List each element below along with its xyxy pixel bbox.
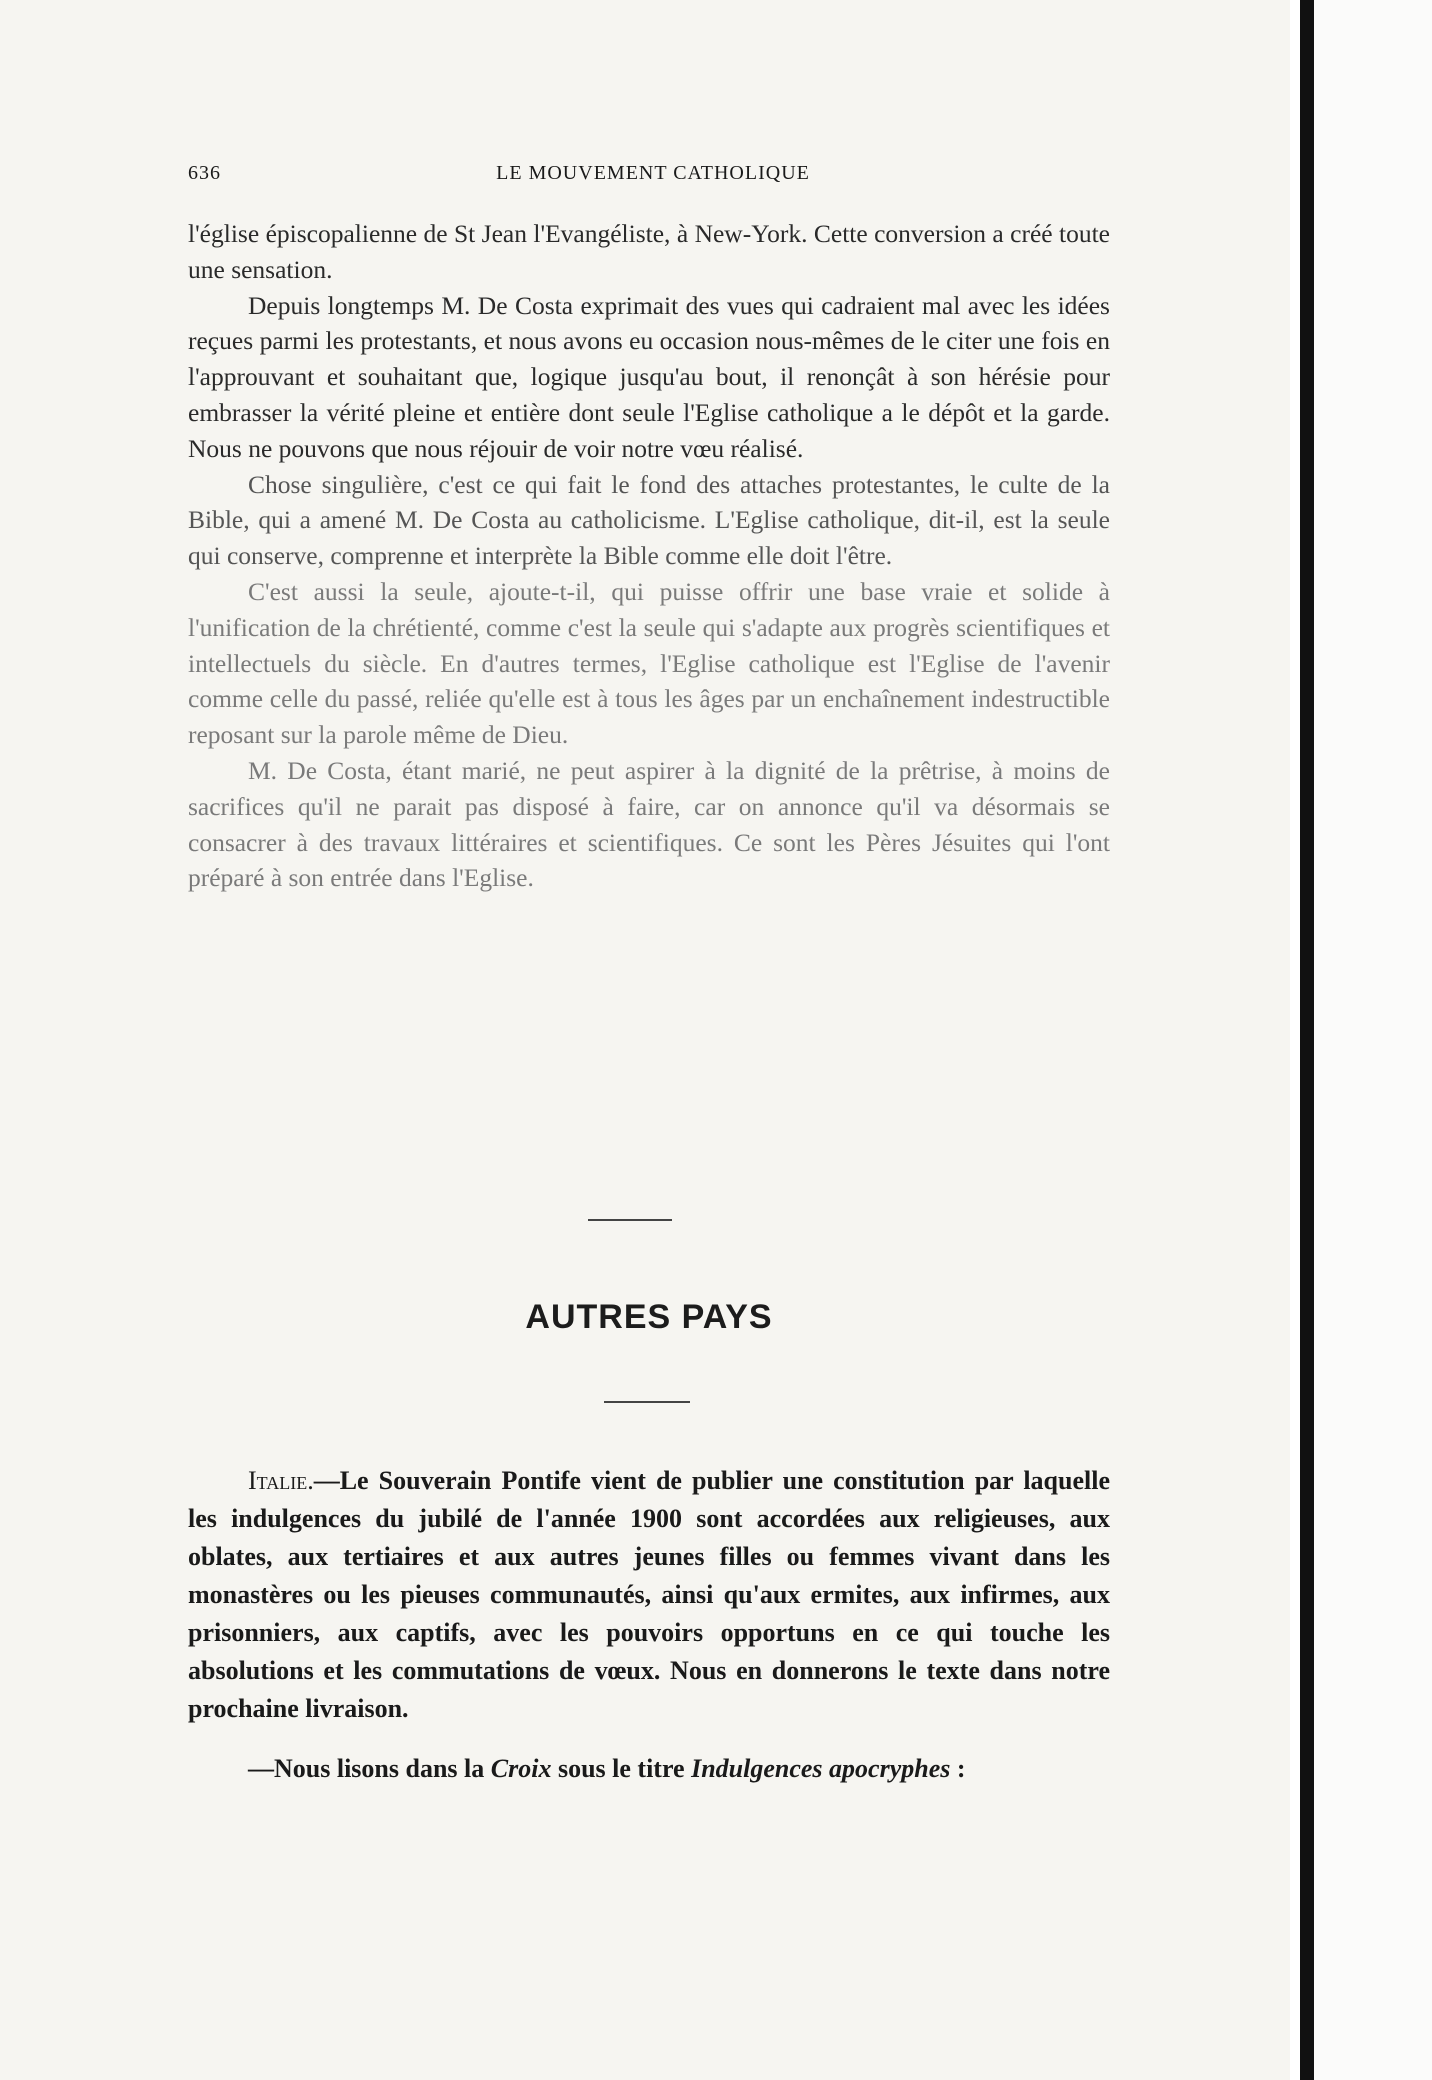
section-body <box>188 1462 1110 1788</box>
paragraph-italie <box>188 1462 1110 1728</box>
paragraph-1: l'église épiscopalienne de St Jean l'Evangéliste, à New-York. Cette conversion a créé toute une sensation. <box>188 219 1110 284</box>
italie-label: Italie. <box>248 1466 314 1495</box>
running-title: LE MOUVEMENT CATHOLIQUE <box>496 162 810 184</box>
croix-end: : <box>950 1754 966 1783</box>
paragraph-2: Depuis longtemps M. De Costa exprimait des vues qui cadraient mal avec les idées reçues parmi les protestants, et nous avons eu occasion nous-mêmes de le citer une fois en l'approuvant et souhaitant que, logique jusqu'au bout, il renonçât à son hérésie pour embrasser la vérité pleine et entière dont seule l'Eglise catholique a le dépôt et la garde. Nous ne pouvons que nous réjouir de voir notre vœu réalisé. <box>188 290 1110 463</box>
section-title: AUTRES PAYS <box>525 1298 773 1336</box>
croix-word: Croix <box>490 1754 552 1783</box>
croix-pre: —Nous lisons dans la <box>248 1754 491 1783</box>
page-header <box>188 162 1118 192</box>
separator-rule <box>588 1219 672 1221</box>
italie-text: Le Souverain Pontife vient de publier une constitution par laquelle les indulgences du jubilé de l'année 1900 sont accordées aux religieuses, aux oblates, aux tertiaires et aux autres jeunes filles ou femmes vivant dans les monastères ou les pieuses communautés, ainsi qu'aux ermites, aux infirmes, aux prisonniers, aux captifs, avec les pouvoirs opportuns en ce qui touche les absolutions et les commutations de vœux. Nous en donnerons le texte dans notre prochaine livraison. <box>188 1466 1110 1723</box>
paragraph-3: Chose singulière, c'est ce qui fait le fond des attaches protestantes, le culte de la Bible, qui a amené M. De Costa au catholicisme. L'Eglise catholique, dit-il, est la seule qui conserve, comprenne et interprète la Bible comme elle doit l'être. <box>188 469 1110 571</box>
book-spine <box>1300 0 1314 2080</box>
paragraph-5: M. De Costa, étant marié, ne peut aspirer à la dignité de la prêtrise, à moins de sacrifices qu'il ne parait pas disposé à faire, car on annonce qu'il va désormais se consacrer à des travaux littéraires et scientifiques. Ce sont les Pères Jésuites qui l'ont préparé à son entrée dans l'Eglise. <box>188 755 1110 893</box>
paragraph-4: C'est aussi la seule, ajoute-t-il, qui puisse offrir une base vraie et solide à l'unification de la chrétienté, comme c'est la seule qui s'adapte aux progrès scientifiques et intellectuels du siècle. En d'autres termes, l'Eglise catholique est l'Eglise de l'avenir comme celle du passé, reliée qu'elle est à tous les âges par un enchaînement indestructible reposant sur la parole même de Dieu. <box>188 576 1110 750</box>
next-page-edge <box>1314 0 1432 2080</box>
title-underline <box>604 1401 690 1403</box>
paragraph-croix <box>188 1750 1110 1788</box>
croix-title: Indulgences apocryphes <box>691 1754 951 1783</box>
news-article-de-costa <box>188 216 1110 896</box>
croix-mid: sous le titre <box>551 1754 692 1783</box>
page-number: 636 <box>188 162 221 184</box>
italie-dash: — <box>313 1466 340 1495</box>
